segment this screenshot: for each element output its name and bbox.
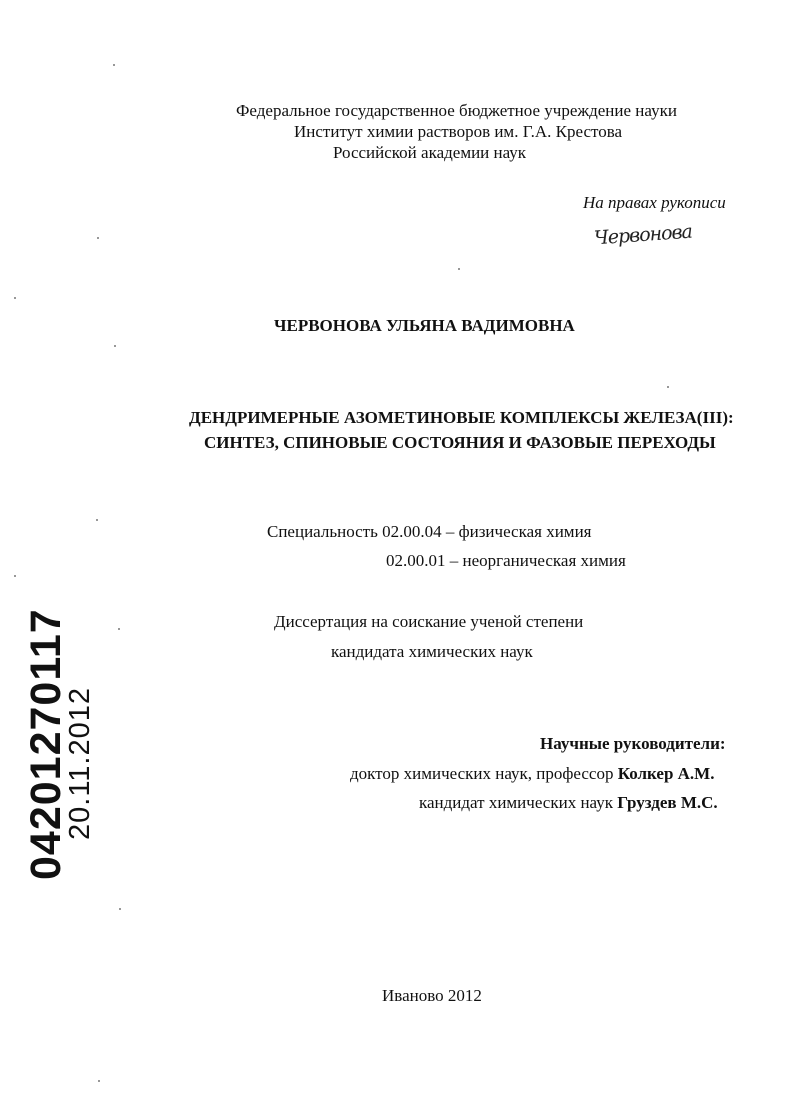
supervisor-1 [350, 764, 714, 784]
supervisor-2 [419, 793, 718, 813]
author-name: ЧЕРВОНОВА УЛЬЯНА ВАДИМОВНА [274, 316, 575, 335]
supervisors-heading: Научные руководители: [540, 734, 726, 753]
city-year: Иваново 2012 [382, 986, 482, 1005]
scan-speck [14, 297, 16, 299]
institution-line-2: Институт химии растворов им. Г.А. Крестова [294, 122, 623, 141]
author-signature: Червонова [593, 220, 693, 250]
scan-speck [667, 386, 669, 388]
supervisor-1-name: Колкер А.М. [617, 764, 715, 783]
supervisor-2-name: Груздев М.С. [617, 793, 718, 812]
scan-speck [119, 908, 121, 910]
thesis-title-line-2: СИНТЕЗ, СПИНОВЫЕ СОСТОЯНИЯ И ФАЗОВЫЕ ПЕРЕХОДЫ [204, 433, 716, 452]
stamp-number: 04201270117 [22, 608, 70, 880]
scan-speck [14, 575, 16, 577]
dissertation-line-1: Диссертация на соискание ученой степени [274, 612, 584, 631]
institution-line-1: Федеральное государственное бюджетное учреждение науки [236, 101, 677, 120]
supervisor-2-title: кандидат химических наук [419, 793, 618, 812]
scan-speck [114, 345, 116, 347]
scan-speck [113, 64, 115, 66]
stamp-date: 20.11.2012 [64, 687, 96, 840]
scan-speck [96, 519, 98, 521]
scan-speck [458, 268, 460, 270]
supervisor-1-title: доктор химических наук, профессор [350, 764, 618, 783]
scan-speck [118, 628, 120, 630]
scan-speck [97, 237, 99, 239]
dissertation-line-2: кандидата химических наук [331, 642, 533, 661]
manuscript-rights-label: На правах рукописи [583, 193, 726, 212]
thesis-title-line-1: ДЕНДРИМЕРНЫЕ АЗОМЕТИНОВЫЕ КОМПЛЕКСЫ ЖЕЛЕЗА(III): [189, 408, 734, 427]
specialty-line-1: Специальность 02.00.04 – физическая химия [267, 522, 592, 541]
institution-line-3: Российской академии наук [333, 143, 527, 162]
scan-speck [98, 1080, 100, 1082]
specialty-line-2: 02.00.01 – неорганическая химия [386, 551, 626, 570]
